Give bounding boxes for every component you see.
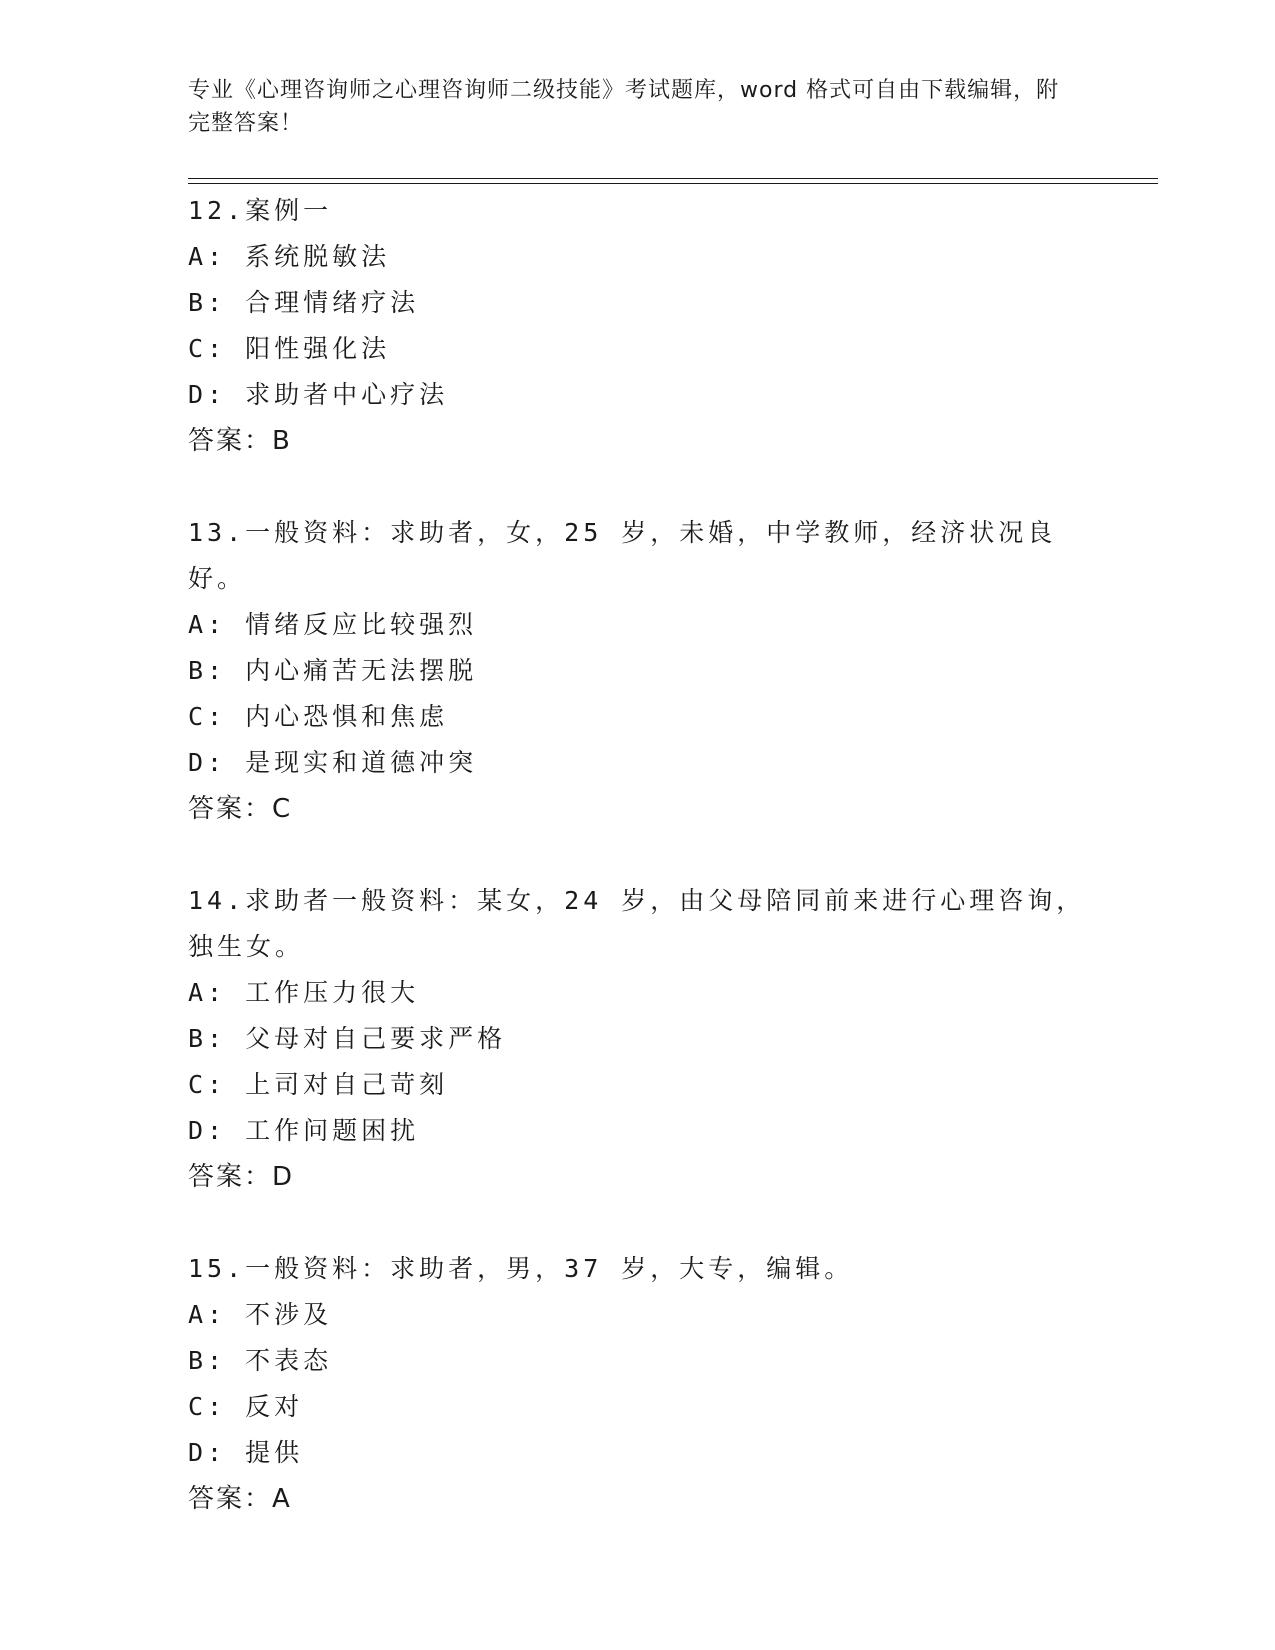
- option-c: C: 阳性强化法: [188, 334, 391, 363]
- document-header: 专业《心理咨询师之心理咨询师二级技能》考试题库，word 格式可自由下载编辑，附完整答案！: [188, 78, 1060, 136]
- question-list: [188, 188, 1088, 1568]
- question-item-13: [188, 510, 1088, 832]
- option-d: D: 求助者中心疗法: [188, 380, 449, 409]
- question-item-12: [188, 188, 1088, 464]
- question-text: 13.一般资料：求助者，女，25 岁，未婚，中学教师，经济状况良好。: [188, 518, 1057, 593]
- option-b: B: 不表态: [188, 1346, 333, 1375]
- answer-label: 答案：A: [188, 1484, 292, 1514]
- option-c: C: 上司对自己苛刻: [188, 1070, 449, 1099]
- question-item-14: [188, 878, 1088, 1200]
- option-a: A: 系统脱敏法: [188, 242, 391, 271]
- option-d: D: 工作问题困扰: [188, 1116, 420, 1145]
- answer-label: 答案：C: [188, 794, 293, 824]
- option-c: C: 反对: [188, 1392, 304, 1421]
- option-a: A: 工作压力很大: [188, 978, 420, 1007]
- question-text: 14.求助者一般资料：某女，24 岁，由父母陪同前来进行心理咨询，独生女。: [188, 886, 1086, 961]
- answer-label: 答案：D: [188, 1162, 295, 1192]
- option-b: B: 内心痛苦无法摆脱: [188, 656, 478, 685]
- option-b: B: 合理情绪疗法: [188, 288, 420, 317]
- option-d: D: 提供: [188, 1438, 304, 1467]
- option-d: D: 是现实和道德冲突: [188, 748, 478, 777]
- header-divider-line-second: [188, 183, 1158, 184]
- option-c: C: 内心恐惧和焦虑: [188, 702, 449, 731]
- question-text: 15.一般资料：求助者，男，37 岁，大专，编辑。: [188, 1254, 854, 1283]
- option-b: B: 父母对自己要求严格: [188, 1024, 507, 1053]
- question-item-15: [188, 1246, 1088, 1522]
- header-divider-line: [188, 178, 1158, 179]
- answer-label: 答案：B: [188, 426, 292, 456]
- question-text: 12.案例一: [188, 196, 333, 225]
- option-a: A: 不涉及: [188, 1300, 333, 1329]
- option-a: A: 情绪反应比较强烈: [188, 610, 478, 639]
